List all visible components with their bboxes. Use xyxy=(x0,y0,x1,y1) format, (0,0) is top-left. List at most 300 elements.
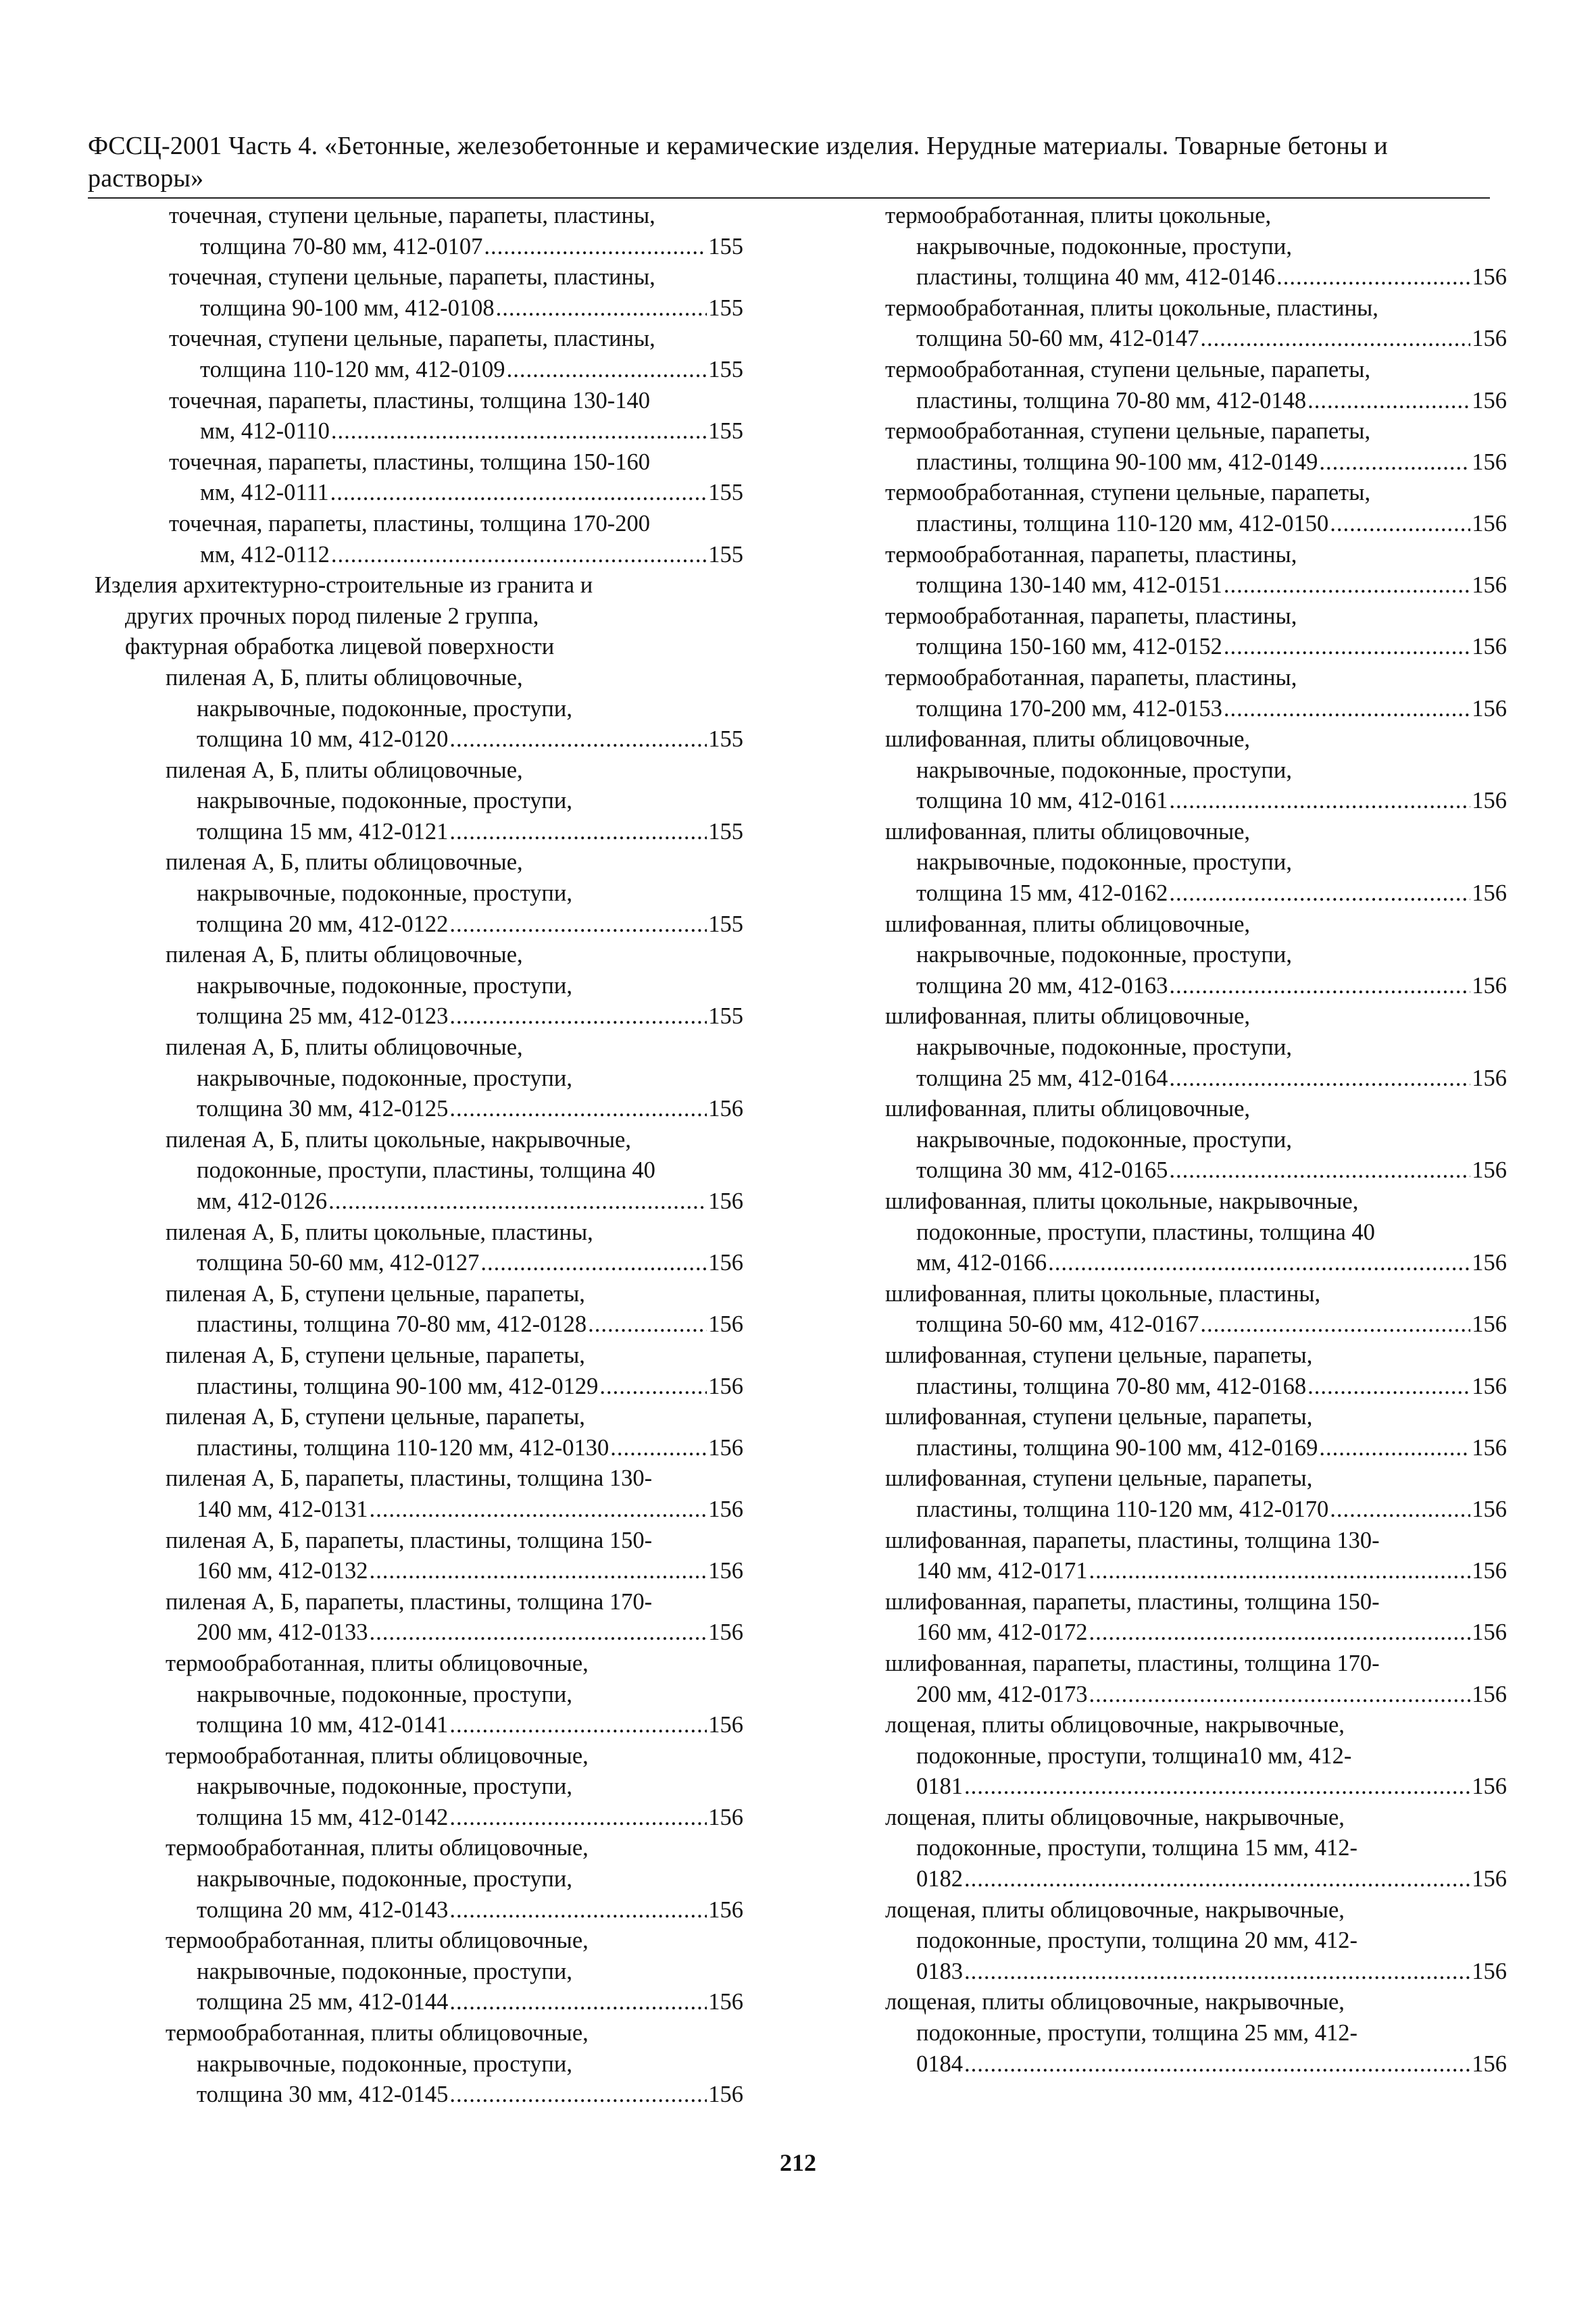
entry-code: толщина 170-200 мм, 412-0153 xyxy=(916,695,1222,722)
entry-text-line: термообработанная, парапеты, пластины, xyxy=(885,541,1297,568)
entry-code: 0183 xyxy=(916,1958,963,1984)
entry-page-ref: 155 xyxy=(708,295,743,321)
entry-page-ref: 156 xyxy=(1472,449,1507,475)
entry-code: пластины, толщина 40 мм, 412-0146 xyxy=(916,264,1276,291)
entry-code: 200 мм, 412-0173 xyxy=(916,1681,1088,1707)
entry-page-ref: 156 xyxy=(1472,2051,1507,2077)
index-entry xyxy=(885,1279,1507,1340)
index-entry xyxy=(166,2018,743,2111)
entry-leader-line xyxy=(885,1864,1507,1895)
entry-code: пластины, толщина 70-80 мм, 412-0128 xyxy=(197,1311,587,1338)
index-entry xyxy=(166,1587,743,1649)
entry-page-ref: 156 xyxy=(708,1896,743,1923)
entry-text-line: накрывочные, подоконные, проступи, xyxy=(197,1774,572,1800)
dot-leader xyxy=(370,1494,707,1526)
entry-page-ref: 155 xyxy=(708,480,743,506)
entry-code: толщина 30 мм, 412-0165 xyxy=(916,1157,1168,1184)
index-entry xyxy=(885,1340,1507,1402)
entry-code: пластины, толщина 70-80 мм, 412-0168 xyxy=(916,1373,1307,1399)
index-entry xyxy=(166,1032,743,1125)
entry-text-line: фактурная обработка лицевой поверхности xyxy=(125,634,555,660)
entry-leader-line xyxy=(166,2080,743,2111)
entry-page-ref: 156 xyxy=(708,1311,743,1338)
entry-code: толщина 50-60 мм, 412-0167 xyxy=(916,1311,1199,1338)
entry-code: толщина 50-60 мм, 412-0127 xyxy=(197,1250,480,1276)
entry-page-ref: 156 xyxy=(708,1558,743,1584)
entry-text-line: других прочных пород пиленые 2 группа, xyxy=(125,603,539,629)
entry-page-ref: 156 xyxy=(708,1434,743,1461)
entry-page-ref: 156 xyxy=(1472,1065,1507,1091)
entry-page-ref: 156 xyxy=(1472,1958,1507,1984)
entry-leader-line xyxy=(885,1556,1507,1587)
entry-text-line: шлифованная, ступени цельные, парапеты, xyxy=(885,1465,1313,1492)
entry-code: толщина 20 мм, 412-0143 xyxy=(197,1896,449,1923)
entry-code: пластины, толщина 110-120 мм, 412-0170 xyxy=(916,1496,1329,1522)
entry-text-line: точечная, парапеты, пластины, толщина 150-160 xyxy=(169,449,650,475)
entry-leader-line xyxy=(166,1895,743,1926)
entry-page-ref: 156 xyxy=(1472,880,1507,907)
entry-text-line: накрывочные, подоконные, проступи, xyxy=(197,1866,572,1892)
entry-page-ref: 156 xyxy=(1472,634,1507,660)
dot-leader xyxy=(449,724,707,755)
entry-text-line: лощеная, плиты облицовочные, накрывочные, xyxy=(885,1804,1345,1830)
entry-text-line: пиленая А, Б, парапеты, пластины, толщина 130- xyxy=(166,1465,653,1492)
entry-leader-line xyxy=(885,2049,1507,2080)
entry-text-line: шлифованная, парапеты, пластины, толщина 150- xyxy=(885,1588,1380,1615)
dot-leader xyxy=(1169,1155,1470,1186)
entry-text-line: накрывочные, подоконные, проступи, xyxy=(197,1065,572,1091)
header-line-1: ФССЦ-2001 Часть 4. «Бетонные, железобетонные и керамические изделия. Нерудные материалы. Товарные бетоны и xyxy=(88,132,1388,160)
entry-text-line: термообработанная, плиты цокольные, xyxy=(885,203,1272,228)
entry-text-line: накрывочные, подоконные, проступи, xyxy=(916,1034,1292,1061)
entry-code: 160 мм, 412-0172 xyxy=(916,1619,1088,1646)
entry-text-line: термообработанная, плиты облицовочные, xyxy=(166,2020,589,2046)
entry-code: толщина 30 мм, 412-0145 xyxy=(197,2082,449,2108)
entry-text-line: термообработанная, плиты облицовочные, xyxy=(166,1835,589,1861)
entry-leader-line xyxy=(885,1680,1507,1711)
dot-leader xyxy=(1089,1617,1471,1649)
entry-code: толщина 15 мм, 412-0162 xyxy=(916,880,1168,907)
entry-text-line: накрывочные, подоконные, проступи, xyxy=(916,1126,1292,1153)
dot-leader xyxy=(370,1617,707,1649)
entry-page-ref: 156 xyxy=(1472,1496,1507,1522)
index-entry xyxy=(885,1463,1507,1525)
entry-page-ref: 155 xyxy=(708,541,743,568)
entry-leader-line xyxy=(885,786,1507,817)
entry-text-line: термообработанная, ступени цельные, парапеты, xyxy=(885,418,1371,445)
index-entry xyxy=(885,601,1507,663)
entry-page-ref: 156 xyxy=(1472,1311,1507,1338)
entry-text-line: подоконные, проступи, толщина 25 мм, 412- xyxy=(916,2020,1357,2046)
entry-leader-line xyxy=(169,416,743,447)
entry-text-line: шлифованная, плиты облицовочные, xyxy=(885,726,1251,753)
entry-leader-line xyxy=(885,386,1507,417)
entry-page-ref: 156 xyxy=(1472,326,1507,352)
entry-page-ref: 156 xyxy=(1472,572,1507,599)
entry-text-line: пиленая А, Б, парапеты, пластины, толщина 170- xyxy=(166,1588,653,1615)
index-entry xyxy=(169,262,743,324)
entry-text-line: лощеная, плиты облицовочные, накрывочные, xyxy=(885,1989,1345,2015)
entry-text-line: накрывочные, подоконные, проступи, xyxy=(916,942,1292,968)
entry-text-line: накрывочные, подоконные, проступи, xyxy=(197,1958,572,1984)
index-entry xyxy=(166,1279,743,1340)
index-entry xyxy=(166,663,743,755)
entry-text-line: пиленая А, Б, парапеты, пластины, толщина 150- xyxy=(166,1527,653,1553)
entry-page-ref: 156 xyxy=(1472,1250,1507,1276)
header-line-2: растворы» xyxy=(88,164,204,193)
entry-code: толщина 25 мм, 412-0164 xyxy=(916,1065,1168,1091)
entry-leader-line xyxy=(885,694,1507,725)
dot-leader xyxy=(1224,570,1470,601)
entry-text-line: термообработанная, парапеты, пластины, xyxy=(885,664,1297,690)
entry-page-ref: 156 xyxy=(708,1804,743,1830)
dot-leader xyxy=(1089,1556,1471,1587)
dot-leader xyxy=(1200,1309,1470,1340)
entry-page-ref: 156 xyxy=(1472,972,1507,999)
entry-text-line: пиленая А, Б, ступени цельные, парапеты, xyxy=(166,1280,585,1307)
entry-leader-line xyxy=(166,1001,743,1032)
entry-text-line: шлифованная, парапеты, пластины, толщина 130- xyxy=(885,1527,1380,1553)
entry-code: мм, 412-0110 xyxy=(200,418,330,445)
entry-text-line: пиленая А, Б, ступени цельные, парапеты, xyxy=(166,1404,585,1430)
entry-code: толщина 10 мм, 412-0161 xyxy=(916,788,1168,814)
index-entry xyxy=(166,1402,743,1463)
entry-leader-line xyxy=(885,570,1507,601)
entry-text-line: подоконные, проступи, толщина 15 мм, 412- xyxy=(916,1835,1357,1861)
entry-leader-line xyxy=(166,1094,743,1125)
dot-leader xyxy=(480,1248,707,1279)
dot-leader xyxy=(610,1433,707,1464)
dot-leader xyxy=(370,1556,707,1587)
entry-text-line: точечная, парапеты, пластины, толщина 130-140 xyxy=(169,387,650,413)
index-entry xyxy=(169,386,743,447)
entry-page-ref: 156 xyxy=(1472,1558,1507,1584)
dot-leader xyxy=(1319,1433,1470,1464)
index-entry xyxy=(95,570,743,663)
entry-text-line: лощеная, плиты облицовочные, накрывочные, xyxy=(885,1896,1345,1923)
entry-leader-line xyxy=(169,293,743,324)
entry-text-line: термообработанная, плиты облицовочные, xyxy=(166,1650,589,1676)
entry-text-line: накрывочные, подоконные, проступи, xyxy=(197,972,572,999)
index-entry xyxy=(166,940,743,1032)
entry-text-line: пиленая А, Б, плиты цокольные, накрывочные, xyxy=(166,1126,631,1153)
entry-text-line: термообработанная, парапеты, пластины, xyxy=(885,603,1297,629)
entry-leader-line xyxy=(166,1186,743,1217)
dot-leader xyxy=(449,1987,707,2018)
dot-leader xyxy=(1169,1063,1470,1095)
dot-leader xyxy=(1307,386,1470,417)
entry-leader-line xyxy=(885,1433,1507,1464)
index-entry xyxy=(885,1987,1507,2080)
entry-code: пластины, толщина 90-100 мм, 412-0149 xyxy=(916,449,1318,475)
index-entry xyxy=(885,909,1507,1002)
entry-leader-line xyxy=(885,324,1507,355)
entry-text-line: шлифованная, плиты облицовочные, xyxy=(885,818,1251,845)
entry-page-ref: 155 xyxy=(708,418,743,445)
entry-text-line: накрывочные, подоконные, проступи, xyxy=(197,2051,572,2077)
entry-leader-line xyxy=(885,1309,1507,1340)
page-number: 212 xyxy=(780,2149,816,2176)
entry-text-line: пиленая А, Б, плиты облицовочные, xyxy=(166,849,523,876)
index-entry xyxy=(169,509,743,570)
index-entry xyxy=(885,1186,1507,1279)
index-entry xyxy=(885,293,1507,355)
dot-leader xyxy=(507,355,707,386)
index-column-left xyxy=(95,201,743,2111)
index-entry xyxy=(166,755,743,848)
entry-leader-line xyxy=(885,447,1507,478)
entry-page-ref: 156 xyxy=(1472,1619,1507,1646)
entry-leader-line xyxy=(885,1617,1507,1649)
entry-text-line: накрывочные, подоконные, проступи, xyxy=(197,880,572,907)
entry-page-ref: 156 xyxy=(1472,1373,1507,1399)
entry-leader-line xyxy=(169,232,743,263)
entry-text-line: термообработанная, плиты облицовочные, xyxy=(166,1928,589,1954)
index-entry xyxy=(166,1217,743,1279)
entry-text-line: шлифованная, парапеты, пластины, толщина 170- xyxy=(885,1650,1380,1676)
dot-leader xyxy=(449,1710,707,1741)
dot-leader xyxy=(331,540,707,571)
dot-leader xyxy=(1276,262,1470,293)
entry-page-ref: 156 xyxy=(1472,1774,1507,1800)
entry-leader-line xyxy=(166,1494,743,1526)
entry-page-ref: 156 xyxy=(708,2082,743,2108)
index-entry xyxy=(885,1094,1507,1186)
entry-text-line: пиленая А, Б, плиты облицовочные, xyxy=(166,942,523,968)
entry-leader-line xyxy=(166,1803,743,1834)
entry-leader-line xyxy=(166,724,743,755)
entry-leader-line xyxy=(885,1372,1507,1403)
dot-leader xyxy=(449,1895,707,1926)
entry-leader-line xyxy=(169,355,743,386)
entry-leader-line xyxy=(166,1433,743,1464)
entry-page-ref: 156 xyxy=(708,1712,743,1738)
dot-leader xyxy=(1169,971,1470,1002)
entry-code: 0182 xyxy=(916,1866,963,1892)
dot-leader xyxy=(1330,509,1470,540)
entry-page-ref: 156 xyxy=(1472,1157,1507,1184)
index-entry xyxy=(885,724,1507,817)
entry-page-ref: 156 xyxy=(708,1096,743,1122)
entry-code: пластины, толщина 90-100 мм, 412-0169 xyxy=(916,1434,1318,1461)
entry-code: пластины, толщина 90-100 мм, 412-0129 xyxy=(197,1373,599,1399)
entry-code: толщина 10 мм, 412-0141 xyxy=(197,1712,449,1738)
dot-leader xyxy=(449,1803,707,1834)
entry-text-line: накрывочные, подоконные, проступи, xyxy=(916,849,1292,876)
entry-page-ref: 155 xyxy=(708,911,743,937)
index-entry xyxy=(885,201,1507,293)
entry-leader-line xyxy=(166,1309,743,1340)
entry-text-line: лощеная, плиты облицовочные, накрывочные, xyxy=(885,1712,1345,1738)
entry-leader-line xyxy=(885,971,1507,1002)
entry-text-line: термообработанная, плиты цокольные, пластины, xyxy=(885,295,1378,321)
index-entry xyxy=(885,1803,1507,1895)
entry-text-line: шлифованная, плиты облицовочные, xyxy=(885,1096,1251,1122)
dot-leader xyxy=(1319,447,1470,478)
entry-text-line: подоконные, проступи, пластины, толщина 40 xyxy=(197,1157,655,1184)
entry-text-line: точечная, парапеты, пластины, толщина 170-200 xyxy=(169,510,650,536)
entry-text-line: шлифованная, плиты облицовочные, xyxy=(885,1003,1251,1030)
entry-text-line: Изделия архитектурно-строительные из гранита и xyxy=(95,572,593,599)
index-entry xyxy=(169,447,743,509)
entry-leader-line xyxy=(166,817,743,848)
entry-text-line: пиленая А, Б, плиты облицовочные, xyxy=(166,757,523,783)
dot-leader xyxy=(449,1094,707,1125)
entry-page-ref: 156 xyxy=(1472,695,1507,722)
entry-code: толщина 25 мм, 412-0123 xyxy=(197,1003,449,1030)
entry-page-ref: 155 xyxy=(708,1003,743,1030)
entry-code: мм, 412-0126 xyxy=(197,1188,328,1214)
entry-text-line: подоконные, проступи, толщина 20 мм, 412- xyxy=(916,1928,1357,1954)
entry-leader-line xyxy=(885,1063,1507,1095)
index-entry xyxy=(166,1833,743,1926)
index-entry xyxy=(166,1526,743,1587)
index-entry xyxy=(885,1649,1507,1710)
entry-code: пластины, толщина 70-80 мм, 412-0148 xyxy=(916,387,1307,413)
index-entry xyxy=(166,1649,743,1741)
entry-code: 140 мм, 412-0131 xyxy=(197,1496,368,1522)
entry-page-ref: 156 xyxy=(708,1496,743,1522)
entry-text-line: пиленая А, Б, ступени цельные, парапеты, xyxy=(166,1342,585,1368)
entry-leader-line xyxy=(885,1957,1507,1988)
dot-leader xyxy=(1200,324,1470,355)
entry-leader-line xyxy=(885,1771,1507,1803)
dot-leader xyxy=(449,1001,707,1032)
entry-text-line: шлифованная, ступени цельные, парапеты, xyxy=(885,1342,1313,1368)
dot-leader xyxy=(496,293,707,324)
entry-code: толщина 50-60 мм, 412-0147 xyxy=(916,326,1199,352)
entry-code: толщина 150-160 мм, 412-0152 xyxy=(916,634,1222,660)
entry-page-ref: 156 xyxy=(708,1619,743,1646)
entry-code: 140 мм, 412-0171 xyxy=(916,1558,1088,1584)
entry-page-ref: 156 xyxy=(708,1250,743,1276)
index-entry xyxy=(169,324,743,385)
entry-text-line: точечная, ступени цельные, парапеты, пластины, xyxy=(169,264,655,291)
entry-code: мм, 412-0112 xyxy=(200,541,330,568)
entry-page-ref: 156 xyxy=(1472,1434,1507,1461)
dot-leader xyxy=(1330,1494,1470,1526)
entry-code: пластины, толщина 110-120 мм, 412-0150 xyxy=(916,510,1329,536)
entry-code: толщина 25 мм, 412-0144 xyxy=(197,1989,449,2015)
entry-text-line: термообработанная, ступени цельные, парапеты, xyxy=(885,480,1371,506)
index-entry xyxy=(885,416,1507,478)
entry-text-line: термообработанная, плиты облицовочные, xyxy=(166,1742,589,1769)
entry-code: толщина 20 мм, 412-0163 xyxy=(916,972,1168,999)
entry-text-line: шлифованная, плиты облицовочные, xyxy=(885,911,1251,937)
dot-leader xyxy=(964,1864,1470,1895)
dot-leader xyxy=(1169,878,1470,909)
dot-leader xyxy=(449,909,707,940)
dot-leader xyxy=(328,1186,707,1217)
entry-page-ref: 155 xyxy=(708,818,743,845)
entry-code: толщина 70-80 мм, 412-0107 xyxy=(200,233,483,259)
entry-leader-line xyxy=(166,1987,743,2018)
dot-leader xyxy=(1089,1680,1471,1711)
entry-text-line: шлифованная, плиты цокольные, накрывочные, xyxy=(885,1188,1359,1214)
index-entry xyxy=(885,663,1507,724)
index-entry xyxy=(885,1526,1507,1587)
entry-page-ref: 156 xyxy=(1472,788,1507,814)
dot-leader xyxy=(484,232,707,263)
index-entry xyxy=(885,1402,1507,1463)
index-entry xyxy=(885,478,1507,539)
entry-page-ref: 155 xyxy=(708,233,743,259)
dot-leader xyxy=(1307,1372,1470,1403)
entry-page-ref: 156 xyxy=(708,1989,743,2015)
dot-leader xyxy=(964,2049,1470,2080)
entry-code: мм, 412-0166 xyxy=(916,1250,1047,1276)
entry-code: толщина 20 мм, 412-0122 xyxy=(197,911,449,937)
entry-code: толщина 10 мм, 412-0120 xyxy=(197,726,449,753)
entry-code: 0181 xyxy=(916,1774,963,1800)
entry-page-ref: 155 xyxy=(708,726,743,753)
entry-text-line: шлифованная, ступени цельные, парапеты, xyxy=(885,1404,1313,1430)
index-entry xyxy=(885,1895,1507,1988)
dot-leader xyxy=(599,1372,707,1403)
index-column-right xyxy=(885,201,1507,2080)
dot-leader xyxy=(331,416,707,447)
dot-leader xyxy=(449,2080,707,2111)
entry-text-line: подоконные, проступи, толщина10 мм, 412- xyxy=(916,1742,1352,1769)
dot-leader xyxy=(1224,694,1470,725)
page-header xyxy=(88,130,1473,195)
entry-leader-line xyxy=(166,1710,743,1741)
entry-text-line: накрывочные, подоконные, проступи, xyxy=(197,1681,572,1707)
entry-leader-line xyxy=(166,1617,743,1649)
dot-leader xyxy=(964,1957,1470,1988)
index-entry xyxy=(166,847,743,940)
index-entry xyxy=(885,1710,1507,1803)
entry-text-line: подоконные, проступи, пластины, толщина 40 xyxy=(916,1219,1375,1245)
index-entry xyxy=(885,1001,1507,1094)
entry-leader-line xyxy=(885,1155,1507,1186)
entry-code: 0184 xyxy=(916,2051,963,2077)
entry-text-line: накрывочные, подоконные, проступи, xyxy=(916,233,1292,259)
entry-page-ref: 156 xyxy=(1472,387,1507,413)
entry-text-line: пиленая А, Б, плиты облицовочные, xyxy=(166,1034,523,1061)
index-entry xyxy=(166,1340,743,1402)
entry-text-line: пиленая А, Б, плиты цокольные, пластины, xyxy=(166,1219,593,1245)
entry-text-line: точечная, ступени цельные, парапеты, пластины, xyxy=(169,203,655,228)
entry-code: 200 мм, 412-0133 xyxy=(197,1619,368,1646)
dot-leader xyxy=(449,817,707,848)
entry-leader-line xyxy=(169,478,743,509)
entry-text-line: шлифованная, плиты цокольные, пластины, xyxy=(885,1280,1321,1307)
entry-leader-line xyxy=(166,1248,743,1279)
entry-page-ref: 156 xyxy=(1472,510,1507,536)
index-entry xyxy=(169,201,743,262)
entry-leader-line xyxy=(169,540,743,571)
index-entry xyxy=(166,1125,743,1217)
dot-leader xyxy=(1224,632,1470,663)
entry-code: толщина 110-120 мм, 412-0109 xyxy=(200,356,505,382)
header-divider xyxy=(88,197,1490,199)
dot-leader xyxy=(330,478,707,509)
entry-code: пластины, толщина 110-120 мм, 412-0130 xyxy=(197,1434,609,1461)
entry-code: 160 мм, 412-0132 xyxy=(197,1558,368,1584)
entry-leader-line xyxy=(885,1494,1507,1526)
entry-text-line: точечная, ступени цельные, парапеты, пластины, xyxy=(169,326,655,352)
index-entry xyxy=(166,1926,743,2018)
entry-text-line: термообработанная, ступени цельные, парапеты, xyxy=(885,356,1371,382)
entry-page-ref: 156 xyxy=(708,1373,743,1399)
entry-code: толщина 130-140 мм, 412-0151 xyxy=(916,572,1222,599)
entry-page-ref: 155 xyxy=(708,356,743,382)
dot-leader xyxy=(1048,1248,1470,1279)
entry-text-line: накрывочные, подоконные, проступи, xyxy=(916,757,1292,783)
dot-leader xyxy=(1169,786,1470,817)
entry-leader-line xyxy=(885,262,1507,293)
